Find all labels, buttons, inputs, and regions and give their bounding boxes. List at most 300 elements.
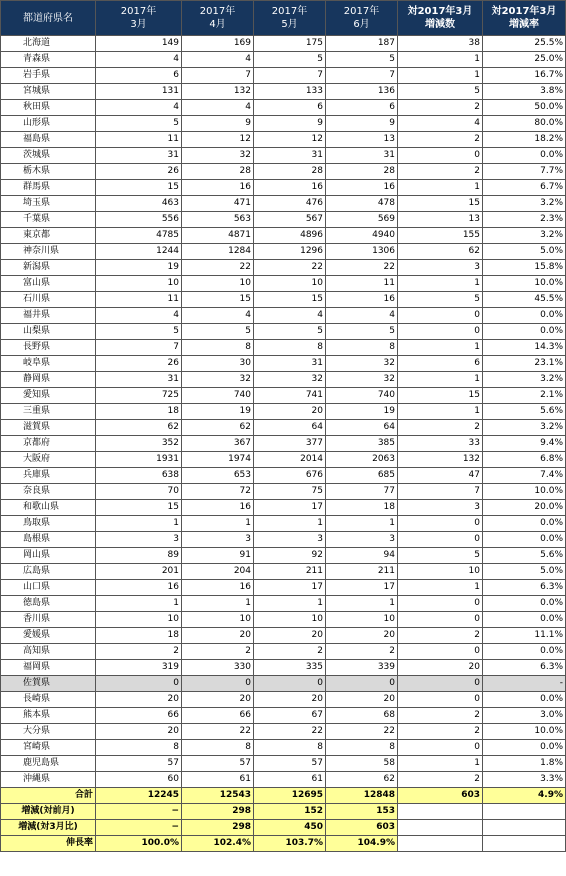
table-cell: 80.0% bbox=[483, 116, 566, 132]
table-cell: 17 bbox=[326, 580, 398, 596]
change-prev-row bbox=[1, 804, 566, 820]
table-cell: 169 bbox=[182, 36, 254, 52]
table-cell: 13 bbox=[326, 132, 398, 148]
table-cell: 32 bbox=[182, 148, 254, 164]
growth-label: 伸長率 bbox=[1, 836, 96, 852]
table-cell: 16 bbox=[182, 180, 254, 196]
table-cell: 3.0% bbox=[483, 708, 566, 724]
table-cell: 20 bbox=[254, 628, 326, 644]
change-march-row bbox=[1, 820, 566, 836]
table-cell: 0.0% bbox=[483, 324, 566, 340]
table-cell: 1931 bbox=[96, 452, 182, 468]
prefecture-name: 東京都 bbox=[1, 228, 96, 244]
table-cell: 1 bbox=[398, 580, 483, 596]
table-cell: 2063 bbox=[326, 452, 398, 468]
table-row bbox=[1, 596, 566, 612]
table-cell: 32 bbox=[182, 372, 254, 388]
table-row bbox=[1, 388, 566, 404]
table-cell: 7 bbox=[398, 484, 483, 500]
table-cell: 16 bbox=[326, 180, 398, 196]
table-cell: 75 bbox=[254, 484, 326, 500]
table-cell: 67 bbox=[254, 708, 326, 724]
table-cell: 1 bbox=[398, 404, 483, 420]
table-cell: 10 bbox=[182, 276, 254, 292]
table-row bbox=[1, 404, 566, 420]
empty-cell bbox=[483, 836, 566, 852]
table-cell: 16 bbox=[254, 180, 326, 196]
table-row bbox=[1, 436, 566, 452]
table-row bbox=[1, 244, 566, 260]
table-cell: 3.2% bbox=[483, 372, 566, 388]
table-cell: 104.9% bbox=[326, 836, 398, 852]
growth-row bbox=[1, 836, 566, 852]
table-cell: 57 bbox=[182, 756, 254, 772]
table-row bbox=[1, 356, 566, 372]
prefecture-name: 大分県 bbox=[1, 724, 96, 740]
table-cell: 10.0% bbox=[483, 276, 566, 292]
table-cell: 9.4% bbox=[483, 436, 566, 452]
table-cell: 12848 bbox=[326, 788, 398, 804]
table-cell: 2.1% bbox=[483, 388, 566, 404]
table-cell: 64 bbox=[254, 420, 326, 436]
table-cell: 563 bbox=[182, 212, 254, 228]
table-cell: − bbox=[96, 804, 182, 820]
prefecture-name: 高知県 bbox=[1, 644, 96, 660]
table-cell: 16 bbox=[182, 500, 254, 516]
table-cell: 0 bbox=[398, 644, 483, 660]
table-cell: 92 bbox=[254, 548, 326, 564]
prefecture-name: 沖縄県 bbox=[1, 772, 96, 788]
table-cell: 0 bbox=[398, 612, 483, 628]
table-cell: 8 bbox=[254, 340, 326, 356]
table-cell: 0 bbox=[182, 676, 254, 692]
prefecture-name: 静岡県 bbox=[1, 372, 96, 388]
table-cell: 5 bbox=[326, 324, 398, 340]
table-cell: 352 bbox=[96, 436, 182, 452]
prefecture-name: 長崎県 bbox=[1, 692, 96, 708]
table-cell: 4785 bbox=[96, 228, 182, 244]
table-cell: 201 bbox=[96, 564, 182, 580]
table-cell: 4 bbox=[254, 308, 326, 324]
prefecture-name: 佐賀県 bbox=[1, 676, 96, 692]
table-cell: 20 bbox=[96, 692, 182, 708]
table-row bbox=[1, 308, 566, 324]
table-cell: 19 bbox=[182, 404, 254, 420]
table-cell: 132 bbox=[398, 452, 483, 468]
table-cell: 187 bbox=[326, 36, 398, 52]
table-cell: 20 bbox=[182, 628, 254, 644]
table-cell: 4 bbox=[96, 52, 182, 68]
table-cell: 31 bbox=[254, 356, 326, 372]
table-cell: 10 bbox=[96, 612, 182, 628]
table-cell: 2 bbox=[398, 772, 483, 788]
table-cell: 17 bbox=[254, 580, 326, 596]
table-cell: 153 bbox=[326, 804, 398, 820]
prefecture-name: 長野県 bbox=[1, 340, 96, 356]
table-cell: 155 bbox=[398, 228, 483, 244]
table-cell: 8 bbox=[182, 340, 254, 356]
table-cell: 3 bbox=[96, 532, 182, 548]
table-cell: 0.0% bbox=[483, 308, 566, 324]
col-header-mar: 2017年 3月 bbox=[96, 1, 182, 36]
col-header-rate: 対2017年3月 増減率 bbox=[483, 1, 566, 36]
table-cell: 20 bbox=[96, 724, 182, 740]
table-cell: 3.8% bbox=[483, 84, 566, 100]
table-row bbox=[1, 564, 566, 580]
prefecture-name: 千葉県 bbox=[1, 212, 96, 228]
table-cell: 22 bbox=[326, 724, 398, 740]
table-row bbox=[1, 500, 566, 516]
table-cell: 0 bbox=[96, 676, 182, 692]
table-cell: 152 bbox=[254, 804, 326, 820]
prefecture-name: 埼玉県 bbox=[1, 196, 96, 212]
table-cell: 61 bbox=[182, 772, 254, 788]
prefecture-name: 熊本県 bbox=[1, 708, 96, 724]
table-row bbox=[1, 196, 566, 212]
table-cell: 3 bbox=[398, 500, 483, 516]
table-cell: 0 bbox=[254, 676, 326, 692]
prefecture-name: 群馬県 bbox=[1, 180, 96, 196]
table-cell: 66 bbox=[96, 708, 182, 724]
table-cell: 25.5% bbox=[483, 36, 566, 52]
table-cell: 7 bbox=[254, 68, 326, 84]
table-row bbox=[1, 260, 566, 276]
prefecture-name: 奈良県 bbox=[1, 484, 96, 500]
table-cell: 22 bbox=[182, 260, 254, 276]
table-cell: 18 bbox=[96, 404, 182, 420]
table-row bbox=[1, 580, 566, 596]
table-cell: 12695 bbox=[254, 788, 326, 804]
table-cell: 2 bbox=[96, 644, 182, 660]
table-cell: 1 bbox=[398, 52, 483, 68]
table-cell: - bbox=[483, 676, 566, 692]
table-cell: 32 bbox=[326, 356, 398, 372]
table-cell: 20 bbox=[398, 660, 483, 676]
table-cell: 385 bbox=[326, 436, 398, 452]
table-cell: 13 bbox=[398, 212, 483, 228]
table-row bbox=[1, 516, 566, 532]
prefecture-name: 石川県 bbox=[1, 292, 96, 308]
table-cell: 3.2% bbox=[483, 196, 566, 212]
table-cell: 4 bbox=[182, 308, 254, 324]
table-cell: 1 bbox=[398, 68, 483, 84]
table-cell: 5 bbox=[398, 292, 483, 308]
table-cell: 6.3% bbox=[483, 580, 566, 596]
table-cell: 15 bbox=[182, 292, 254, 308]
table-cell: 5 bbox=[398, 548, 483, 564]
table-cell: 4 bbox=[182, 100, 254, 116]
table-cell: 25.0% bbox=[483, 52, 566, 68]
table-cell: 9 bbox=[254, 116, 326, 132]
table-cell: 3.2% bbox=[483, 420, 566, 436]
table-cell: 725 bbox=[96, 388, 182, 404]
col-header-diff: 対2017年3月 増減数 bbox=[398, 1, 483, 36]
table-cell: 20 bbox=[254, 692, 326, 708]
table-cell: 50.0% bbox=[483, 100, 566, 116]
table-cell: 2 bbox=[398, 628, 483, 644]
table-cell: 6 bbox=[398, 356, 483, 372]
table-cell: 16 bbox=[326, 292, 398, 308]
table-cell: 8 bbox=[96, 740, 182, 756]
table-cell: 31 bbox=[326, 148, 398, 164]
table-cell: 4.9% bbox=[483, 788, 566, 804]
table-cell: 377 bbox=[254, 436, 326, 452]
total-label: 合計 bbox=[1, 788, 96, 804]
header-row bbox=[1, 1, 566, 36]
table-cell: 20 bbox=[326, 628, 398, 644]
table-cell: 94 bbox=[326, 548, 398, 564]
table-cell: 1 bbox=[398, 372, 483, 388]
table-cell: 1 bbox=[398, 276, 483, 292]
table-row bbox=[1, 772, 566, 788]
prefecture-name: 青森県 bbox=[1, 52, 96, 68]
prefecture-name: 山口県 bbox=[1, 580, 96, 596]
total-row bbox=[1, 788, 566, 804]
table-cell: 14.3% bbox=[483, 340, 566, 356]
table-cell: 9 bbox=[182, 116, 254, 132]
prefecture-name: 京都府 bbox=[1, 436, 96, 452]
table-cell: 2 bbox=[326, 644, 398, 660]
table-cell: 18 bbox=[326, 500, 398, 516]
table-row bbox=[1, 660, 566, 676]
table-cell: 12 bbox=[254, 132, 326, 148]
table-cell: 6.8% bbox=[483, 452, 566, 468]
prefecture-name: 愛知県 bbox=[1, 388, 96, 404]
prefecture-name: 鳥取県 bbox=[1, 516, 96, 532]
table-cell: 3.2% bbox=[483, 228, 566, 244]
table-row bbox=[1, 708, 566, 724]
table-cell: 131 bbox=[96, 84, 182, 100]
table-row bbox=[1, 36, 566, 52]
table-row bbox=[1, 116, 566, 132]
table-cell: 20 bbox=[326, 692, 398, 708]
table-cell: 2.3% bbox=[483, 212, 566, 228]
table-cell: 0.0% bbox=[483, 692, 566, 708]
table-cell: 569 bbox=[326, 212, 398, 228]
prefecture-name: 広島県 bbox=[1, 564, 96, 580]
col-header-apr: 2017年 4月 bbox=[182, 1, 254, 36]
table-cell: 1 bbox=[398, 180, 483, 196]
table-row bbox=[1, 340, 566, 356]
table-row bbox=[1, 292, 566, 308]
table-cell: 4 bbox=[326, 308, 398, 324]
table-cell: 7.4% bbox=[483, 468, 566, 484]
table-cell: 64 bbox=[326, 420, 398, 436]
col-header-prefecture: 都道府県名 bbox=[1, 1, 96, 36]
table-cell: 1 bbox=[96, 516, 182, 532]
table-cell: 1244 bbox=[96, 244, 182, 260]
table-cell: 10 bbox=[254, 612, 326, 628]
table-cell: 61 bbox=[254, 772, 326, 788]
table-cell: 12 bbox=[182, 132, 254, 148]
table-cell: 11 bbox=[96, 292, 182, 308]
table-cell: 45.5% bbox=[483, 292, 566, 308]
table-cell: 6.3% bbox=[483, 660, 566, 676]
table-cell: 0.0% bbox=[483, 644, 566, 660]
table-cell: 22 bbox=[326, 260, 398, 276]
col-header-jun: 2017年 6月 bbox=[326, 1, 398, 36]
table-cell: 1 bbox=[182, 516, 254, 532]
table-cell: 102.4% bbox=[182, 836, 254, 852]
table-cell: 10 bbox=[326, 612, 398, 628]
prefecture-name: 山梨県 bbox=[1, 324, 96, 340]
table-cell: 0 bbox=[398, 308, 483, 324]
table-cell: 3 bbox=[398, 260, 483, 276]
table-cell: 5 bbox=[254, 52, 326, 68]
table-cell: 1296 bbox=[254, 244, 326, 260]
table-cell: 10 bbox=[254, 276, 326, 292]
table-cell: 335 bbox=[254, 660, 326, 676]
table-cell: 0 bbox=[398, 692, 483, 708]
table-row bbox=[1, 484, 566, 500]
table-cell: 4896 bbox=[254, 228, 326, 244]
table-cell: 298 bbox=[182, 820, 254, 836]
table-cell: 5 bbox=[182, 324, 254, 340]
table-cell: 4940 bbox=[326, 228, 398, 244]
table-cell: 5.6% bbox=[483, 404, 566, 420]
table-row bbox=[1, 212, 566, 228]
table-cell: 19 bbox=[326, 404, 398, 420]
table-cell: 20 bbox=[182, 692, 254, 708]
table-cell: 0.0% bbox=[483, 612, 566, 628]
table-cell: 16 bbox=[96, 580, 182, 596]
table-cell: 30 bbox=[182, 356, 254, 372]
table-cell: 5 bbox=[96, 116, 182, 132]
table-cell: 89 bbox=[96, 548, 182, 564]
table-row bbox=[1, 644, 566, 660]
table-cell: 5 bbox=[398, 84, 483, 100]
table-cell: 15 bbox=[96, 180, 182, 196]
table-cell: 1.8% bbox=[483, 756, 566, 772]
table-cell: 3 bbox=[326, 532, 398, 548]
table-cell: 62 bbox=[96, 420, 182, 436]
table-cell: 1 bbox=[254, 516, 326, 532]
table-cell: 31 bbox=[96, 148, 182, 164]
table-cell: 2 bbox=[398, 132, 483, 148]
table-cell: 12245 bbox=[96, 788, 182, 804]
empty-cell bbox=[483, 804, 566, 820]
table-cell: 72 bbox=[182, 484, 254, 500]
table-cell: 22 bbox=[254, 724, 326, 740]
table-cell: 3 bbox=[254, 532, 326, 548]
table-cell: 1306 bbox=[326, 244, 398, 260]
prefecture-name: 福井県 bbox=[1, 308, 96, 324]
empty-cell bbox=[398, 836, 483, 852]
table-cell: 57 bbox=[254, 756, 326, 772]
table-cell: 476 bbox=[254, 196, 326, 212]
table-row bbox=[1, 228, 566, 244]
table-row bbox=[1, 612, 566, 628]
table-cell: 450 bbox=[254, 820, 326, 836]
table-cell: 638 bbox=[96, 468, 182, 484]
table-row bbox=[1, 676, 566, 692]
table-cell: 1 bbox=[398, 340, 483, 356]
table-cell: 1 bbox=[182, 596, 254, 612]
table-cell: 0 bbox=[398, 596, 483, 612]
table-cell: 15.8% bbox=[483, 260, 566, 276]
table-cell: 204 bbox=[182, 564, 254, 580]
table-cell: 5.0% bbox=[483, 244, 566, 260]
table-row bbox=[1, 372, 566, 388]
table-cell: 4 bbox=[96, 100, 182, 116]
table-cell: 2 bbox=[182, 644, 254, 660]
table-row bbox=[1, 132, 566, 148]
prefecture-name: 岩手県 bbox=[1, 68, 96, 84]
prefecture-name: 岐阜県 bbox=[1, 356, 96, 372]
table-cell: 60 bbox=[96, 772, 182, 788]
table-cell: 6 bbox=[326, 100, 398, 116]
table-cell: 556 bbox=[96, 212, 182, 228]
table-cell: 20 bbox=[254, 404, 326, 420]
table-cell: 91 bbox=[182, 548, 254, 564]
table-cell: 22 bbox=[254, 260, 326, 276]
table-cell: 740 bbox=[326, 388, 398, 404]
table-cell: 8 bbox=[182, 740, 254, 756]
table-cell: 15 bbox=[96, 500, 182, 516]
table-row bbox=[1, 180, 566, 196]
prefecture-name: 和歌山県 bbox=[1, 500, 96, 516]
table-cell: 20.0% bbox=[483, 500, 566, 516]
table-cell: 28 bbox=[326, 164, 398, 180]
table-cell: 18.2% bbox=[483, 132, 566, 148]
table-cell: 2 bbox=[398, 100, 483, 116]
prefecture-name: 宮城県 bbox=[1, 84, 96, 100]
table-cell: 0.0% bbox=[483, 148, 566, 164]
table-cell: 18 bbox=[96, 628, 182, 644]
table-cell: 0.0% bbox=[483, 740, 566, 756]
table-cell: 32 bbox=[254, 372, 326, 388]
table-cell: 47 bbox=[398, 468, 483, 484]
table-cell: 31 bbox=[96, 372, 182, 388]
table-cell: 603 bbox=[326, 820, 398, 836]
prefecture-name: 福島県 bbox=[1, 132, 96, 148]
table-row bbox=[1, 756, 566, 772]
table-row bbox=[1, 68, 566, 84]
change-march-label: 増減(対3月比) bbox=[1, 820, 96, 836]
table-cell: 136 bbox=[326, 84, 398, 100]
table-cell: 5 bbox=[96, 324, 182, 340]
prefecture-name: 鹿児島県 bbox=[1, 756, 96, 772]
table-cell: 22 bbox=[182, 724, 254, 740]
table-cell: 6 bbox=[254, 100, 326, 116]
table-cell: 16.7% bbox=[483, 68, 566, 84]
prefecture-name: 北海道 bbox=[1, 36, 96, 52]
table-cell: 5 bbox=[254, 324, 326, 340]
table-cell: 149 bbox=[96, 36, 182, 52]
prefecture-name: 神奈川県 bbox=[1, 244, 96, 260]
table-cell: 58 bbox=[326, 756, 398, 772]
table-cell: 28 bbox=[254, 164, 326, 180]
table-row bbox=[1, 532, 566, 548]
table-cell: 330 bbox=[182, 660, 254, 676]
prefecture-name: 岡山県 bbox=[1, 548, 96, 564]
table-cell: 367 bbox=[182, 436, 254, 452]
table-cell: 11 bbox=[96, 132, 182, 148]
table-cell: 0 bbox=[398, 324, 483, 340]
table-row bbox=[1, 724, 566, 740]
table-cell: 1284 bbox=[182, 244, 254, 260]
table-cell: 0 bbox=[398, 532, 483, 548]
table-row bbox=[1, 468, 566, 484]
prefecture-name: 島根県 bbox=[1, 532, 96, 548]
table-cell: 471 bbox=[182, 196, 254, 212]
table-cell: 32 bbox=[326, 372, 398, 388]
prefecture-name: 福岡県 bbox=[1, 660, 96, 676]
table-cell: 2 bbox=[398, 708, 483, 724]
table-cell: 685 bbox=[326, 468, 398, 484]
table-cell: 7 bbox=[326, 68, 398, 84]
prefecture-name: 茨城県 bbox=[1, 148, 96, 164]
